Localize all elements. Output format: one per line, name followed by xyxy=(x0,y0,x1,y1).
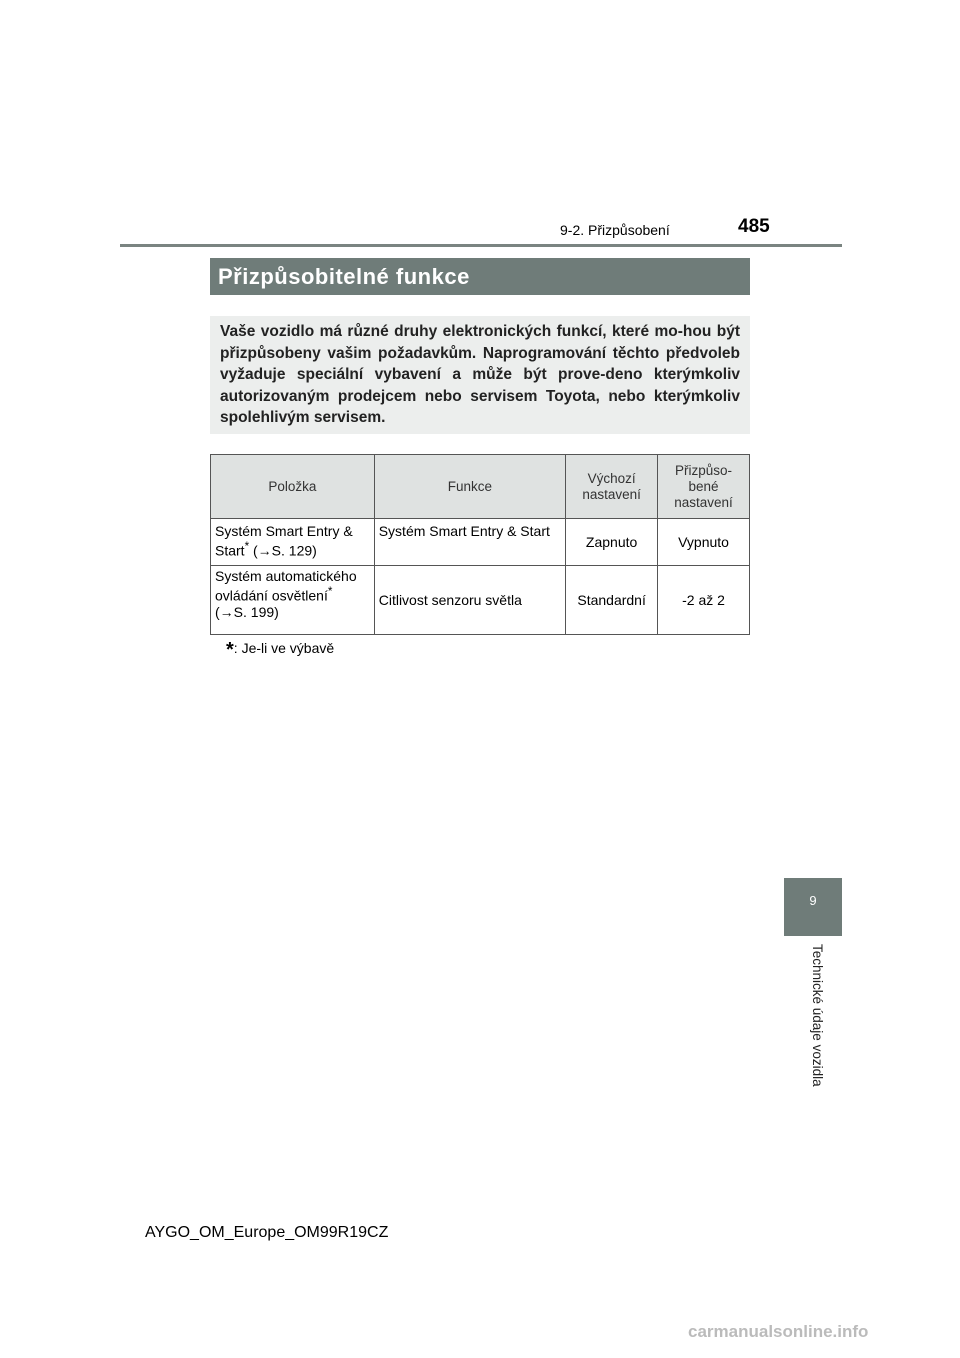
header-divider xyxy=(120,244,842,247)
chapter-label: Technické údaje vozidla xyxy=(810,944,825,1087)
running-header-section: 9-2. Přizpůsobení xyxy=(560,222,670,238)
page-reference-link[interactable]: (→S. 199) xyxy=(215,603,279,620)
function-cell: Systém Smart Entry & Start xyxy=(374,519,565,566)
column-header: Přizpůso-bené nastavení xyxy=(658,455,750,519)
column-header: Výchozí nastavení xyxy=(566,455,658,519)
chapter-tab: 9 xyxy=(784,878,842,936)
item-name: Systém automatického ovládání osvětlení xyxy=(215,568,357,604)
footnote-marker: * xyxy=(226,639,234,661)
function-cell: Citlivost senzoru světla xyxy=(374,566,565,635)
page-reference-link[interactable]: (→S. 129) xyxy=(253,542,317,559)
footnote-text: : Je-li ve výbavě xyxy=(233,640,335,656)
availability-asterisk: * xyxy=(244,540,250,553)
table-row xyxy=(211,519,750,566)
custom-cell: Vypnuto xyxy=(658,519,750,566)
section-title: Přizpůsobitelné funkce xyxy=(210,258,750,295)
column-header: Položka xyxy=(211,455,375,519)
table-row xyxy=(211,566,750,635)
item-cell xyxy=(211,566,375,635)
custom-cell: -2 až 2 xyxy=(658,566,750,635)
default-cell: Standardní xyxy=(566,566,658,635)
page-number: 485 xyxy=(738,216,770,237)
customization-table xyxy=(210,454,750,635)
document-code: AYGO_OM_Europe_OM99R19CZ xyxy=(145,1224,389,1241)
availability-asterisk: * xyxy=(327,585,333,598)
default-cell: Zapnuto xyxy=(566,519,658,566)
item-name: Systém Smart Entry & Start xyxy=(215,523,353,559)
watermark: carmanualsonline.info xyxy=(688,1322,869,1341)
footnote xyxy=(226,636,334,659)
column-header: Funkce xyxy=(374,455,565,519)
intro-paragraph: Vaše vozidlo má různé druhy elektronických funkcí, které mo-hou být přizpůsobeny vašim požadavkům. Naprogramování těchto předvoleb vyžaduje speciální vybavení a může být prove-deno kterýmkoliv autorizovaným prodejcem nebo servisem Toyota, nebo kterýmkoliv spolehlivým servisem. xyxy=(210,316,750,434)
item-cell xyxy=(211,519,375,566)
table-header-row xyxy=(211,455,750,519)
